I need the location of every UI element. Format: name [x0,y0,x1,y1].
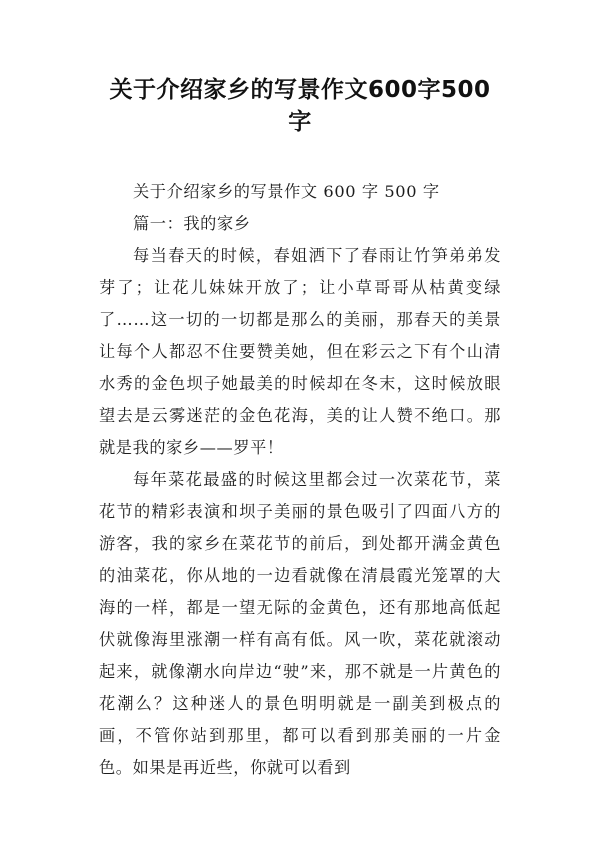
section-heading: 篇一：我的家乡 [133,214,251,233]
document-body [99,176,501,784]
paragraph: 每年菜花最盛的时候这里都会过一次菜花节，菜花节的精彩表演和坝子美丽的景色吸引了四面八方的游客，我的家乡在菜花节的前后，到处都开满金黄色的油菜花，你从地的一边看就像在清晨霞光笼罩的大海的一样，都是一望无际的金黄色，还有那地高低起伏就像海里涨潮一样有高有低。风一吹，菜花就滚动起来，就像潮水向岸边“驶”来，那不就是一片黄色的花潮么？这种迷人的景色明明就是一副美到极点的画，不管你站到那里，都可以看到那美丽的一片金色。如果是再近些，你就可以看到 [99,470,501,777]
document-title: 关于介绍家乡的写景作文600字500字 [109,77,491,135]
paragraph: 每当春天的时候，春姐洒下了春雨让竹笋弟弟发芽了；让花儿妹妹开放了；让小草哥哥从枯黄变绿了……这一切的一切都是那么的美丽，那春天的美景让每个人都忍不住要赞美她，但在彩云之下有个山清水秀的金色坝子她最美的时候却在冬末，这时候放眼望去是云雾迷茫的金色花海，美的让人赞不绝口。那就是我的家乡——罗平！ [99,246,501,457]
document-subtitle: 关于介绍家乡的写景作文 600 字 500 字 [133,182,440,201]
